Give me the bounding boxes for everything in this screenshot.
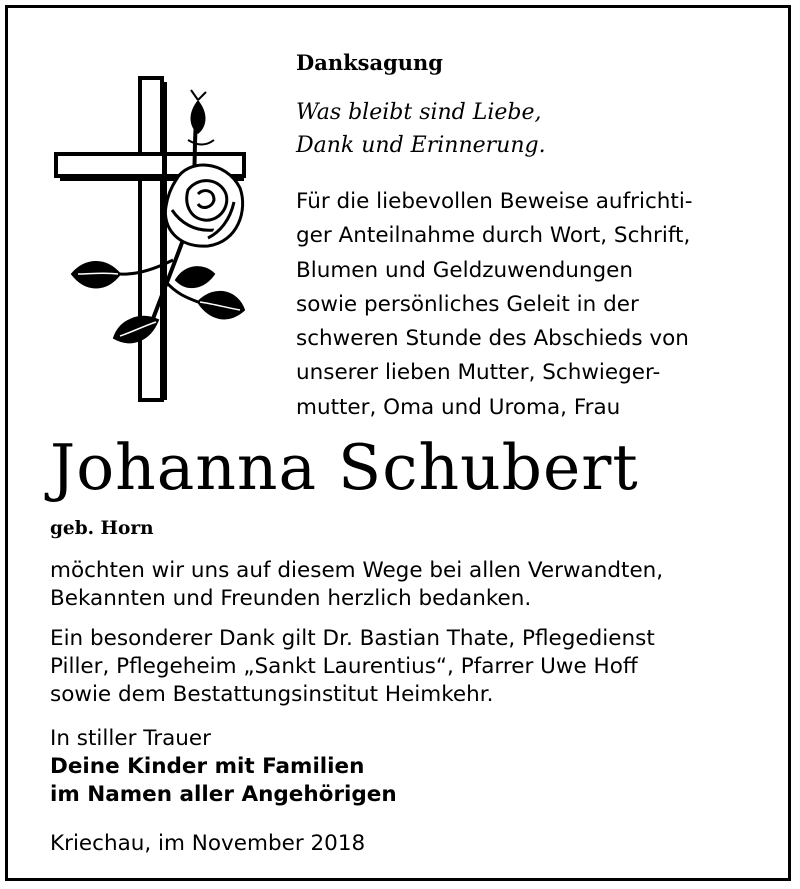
obituary-notice bbox=[5, 5, 791, 881]
intro-line: schweren Stunde des Abschieds von bbox=[296, 326, 689, 352]
body-line: Bekannten und Freunden herzlich bedanken. bbox=[50, 586, 532, 611]
special-thanks-text bbox=[50, 625, 655, 709]
signoff bbox=[50, 725, 397, 809]
intro-line: mutter, Oma und Uroma, Frau bbox=[296, 394, 621, 420]
thanks-line: Ein besonderer Dank gilt Dr. Bastian Thate, Pflegedienst bbox=[50, 626, 655, 651]
intro-line: Blumen und Geldzuwendungen bbox=[296, 257, 633, 283]
maiden-name: geb. Horn bbox=[50, 518, 154, 539]
intro-line: unserer lieben Mutter, Schwieger- bbox=[296, 360, 661, 386]
intro-line: Für die liebevollen Beweise aufrichti- bbox=[296, 189, 693, 214]
signoff-intro: In stiller Trauer bbox=[50, 726, 211, 751]
motto-line: Was bleibt sind Liebe, bbox=[296, 100, 542, 125]
thanks-line: Piller, Pflegeheim „Sankt Laurentius“, Pfarrer Uwe Hoff bbox=[50, 654, 638, 679]
heading: Danksagung bbox=[296, 50, 443, 75]
motto-line: Dank und Erinnerung. bbox=[296, 133, 546, 158]
thanks-text bbox=[50, 557, 663, 613]
intro-text bbox=[296, 185, 693, 425]
intro-line: sowie persönliches Geleit in der bbox=[296, 291, 639, 317]
thanks-line: sowie dem Bestattungsinstitut Heimkehr. bbox=[50, 682, 494, 707]
intro-line: ger Anteilnahme durch Wort, Schrift, bbox=[296, 223, 691, 249]
signoff-family: Deine Kinder mit Familien bbox=[50, 754, 365, 779]
cross-with-rose-icon bbox=[48, 70, 258, 410]
deceased-name: Johanna Schubert bbox=[50, 431, 639, 504]
place-date: Kriechau, im November 2018 bbox=[50, 831, 366, 856]
body-line: möchten wir uns auf diesem Wege bei allen Verwandten, bbox=[50, 558, 664, 583]
motto bbox=[296, 96, 546, 162]
signoff-relatives: im Namen aller Angehörigen bbox=[50, 782, 397, 807]
